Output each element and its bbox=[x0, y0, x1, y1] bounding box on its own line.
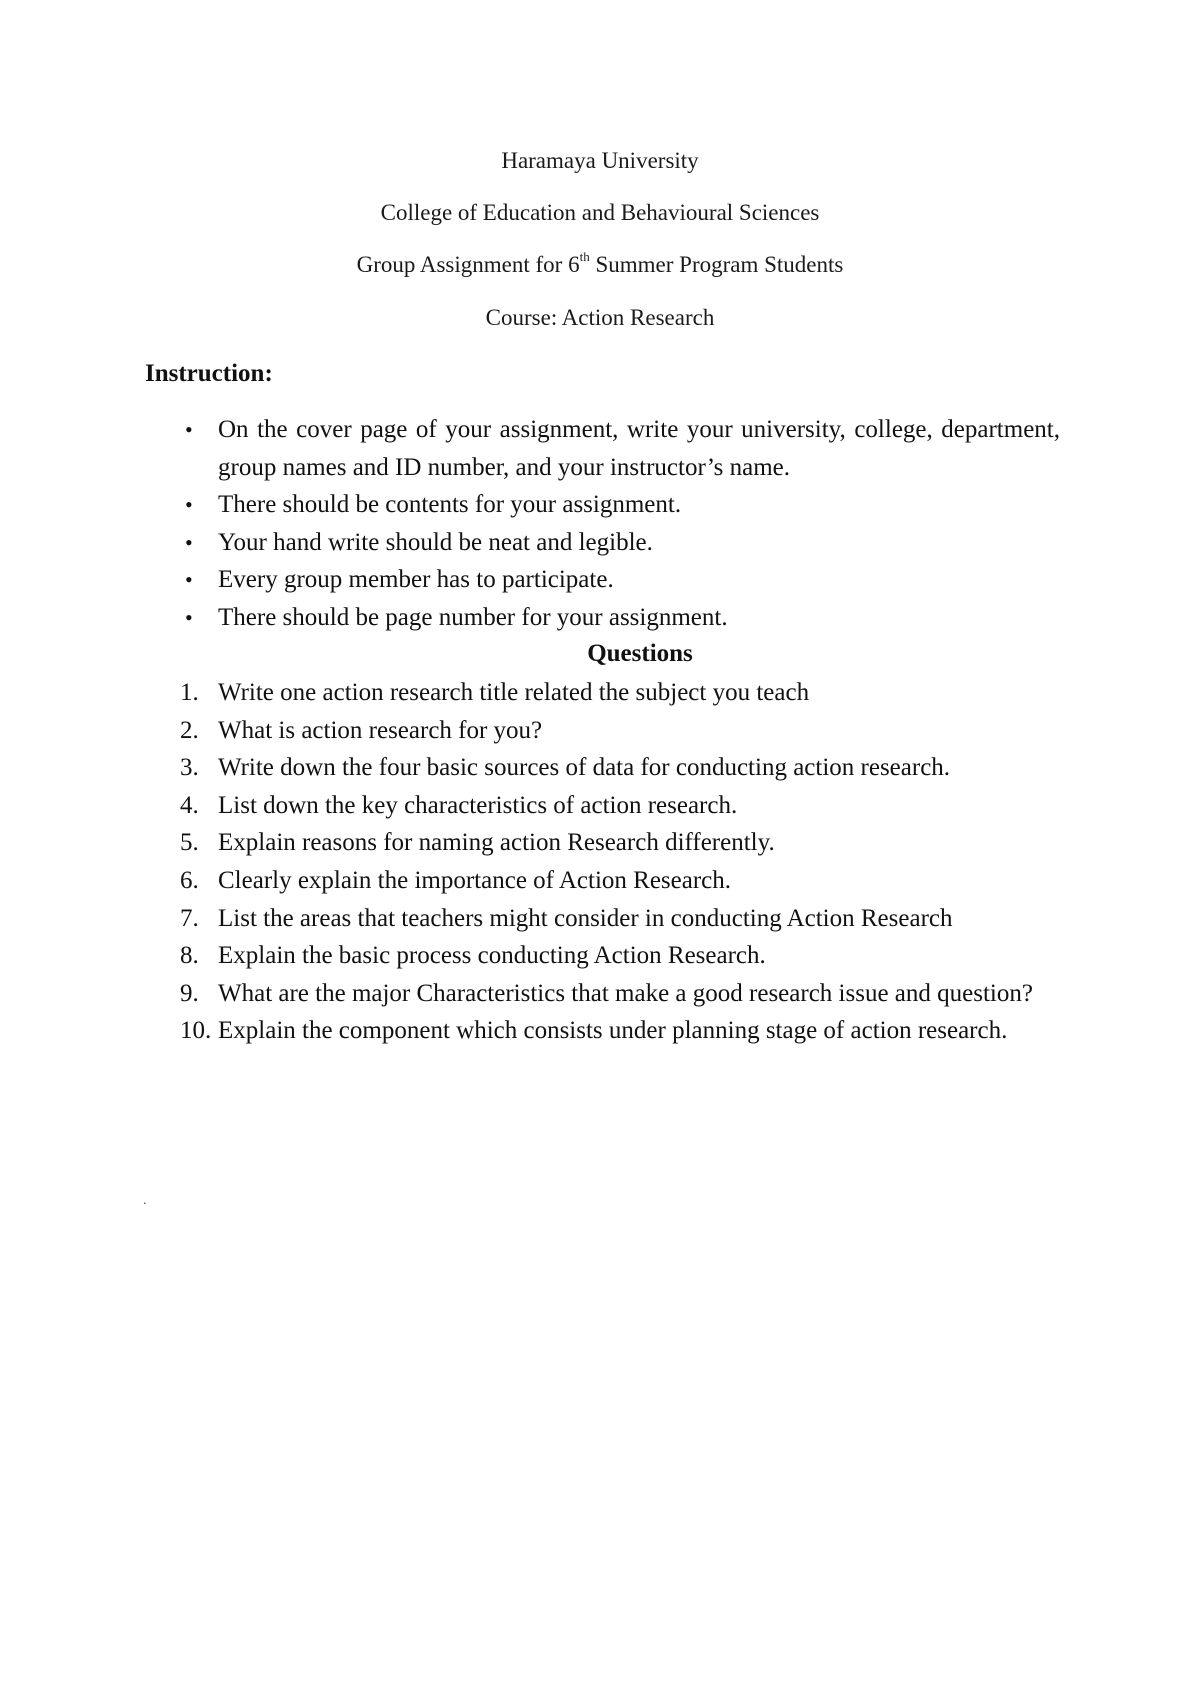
question-text: Write one action research title related the subject you teach bbox=[218, 679, 810, 706]
question-item bbox=[145, 674, 1060, 712]
bullet-icon: • bbox=[185, 567, 193, 592]
question-item bbox=[145, 937, 1060, 975]
question-number: 7. bbox=[180, 904, 199, 932]
instruction-text: There should be contents for your assignment. bbox=[218, 491, 682, 518]
question-text: What is action research for you? bbox=[218, 716, 543, 744]
assignment-title bbox=[0, 250, 1200, 280]
question-item bbox=[145, 749, 1060, 787]
bullet-icon: • bbox=[185, 529, 193, 555]
question-text: List down the key characteristics of action research. bbox=[218, 791, 738, 819]
question-text: Clearly explain the importance of Action Research. bbox=[218, 866, 732, 894]
bullet-icon: • bbox=[185, 417, 193, 442]
question-number: 9. bbox=[180, 979, 199, 1007]
question-item bbox=[145, 975, 1060, 1013]
questions-list bbox=[145, 674, 1060, 1050]
instruction-text: Every group member has to participate. bbox=[218, 566, 614, 593]
instruction-list bbox=[145, 411, 1060, 636]
trailing-mark: . bbox=[143, 1193, 147, 1208]
university-name: Haramaya University bbox=[501, 148, 699, 173]
instruction-text: Your hand write should be neat and legible. bbox=[218, 528, 653, 556]
question-number: 3. bbox=[180, 754, 199, 782]
question-item bbox=[145, 900, 1060, 938]
question-item bbox=[145, 1012, 1060, 1050]
instruction-text: There should be page number for your assignment. bbox=[218, 603, 728, 631]
question-item bbox=[145, 862, 1060, 900]
question-item bbox=[145, 824, 1060, 862]
question-number: 4. bbox=[180, 791, 199, 819]
instruction-item bbox=[145, 411, 1060, 486]
question-text: Explain the basic process conducting Action Research. bbox=[218, 942, 766, 970]
question-text: Write down the four basic sources of data for conducting action research. bbox=[218, 754, 951, 782]
question-item bbox=[145, 712, 1060, 750]
question-text: Explain reasons for naming action Research differently. bbox=[218, 829, 775, 857]
question-text: List the areas that teachers might consider in conducting Action Research bbox=[218, 904, 953, 932]
assignment-title-suffix: Summer Program Students bbox=[589, 252, 844, 277]
question-number: 8. bbox=[180, 942, 199, 970]
question-text: Explain the component which consists under planning stage of action research. bbox=[218, 1017, 1008, 1045]
question-number: 6. bbox=[180, 866, 199, 894]
college-name: College of Education and Behavioural Sciences bbox=[380, 200, 820, 225]
instruction-item bbox=[145, 561, 1060, 599]
instruction-item bbox=[145, 486, 1060, 524]
instruction-text: On the cover page of your assignment, write your university, college, department, group names and ID number, and your instructor’s name. bbox=[218, 416, 1060, 481]
bullet-icon: • bbox=[185, 492, 193, 517]
instruction-item bbox=[145, 599, 1060, 637]
course-name: Course: Action Research bbox=[485, 305, 715, 330]
questions-heading: Questions bbox=[587, 640, 693, 667]
question-item bbox=[145, 787, 1060, 825]
question-number: 1. bbox=[180, 679, 199, 706]
bullet-icon: • bbox=[185, 604, 193, 630]
question-number: 5. bbox=[180, 829, 199, 857]
instruction-item bbox=[145, 524, 1060, 562]
assignment-title-prefix: Group Assignment for 6 bbox=[356, 252, 580, 277]
assignment-title-superscript: th bbox=[579, 249, 590, 265]
question-text: What are the major Characteristics that make a good research issue and question? bbox=[218, 979, 1033, 1007]
question-number: 10. bbox=[180, 1017, 212, 1045]
question-number: 2. bbox=[180, 716, 199, 744]
instruction-heading: Instruction: bbox=[145, 360, 273, 387]
